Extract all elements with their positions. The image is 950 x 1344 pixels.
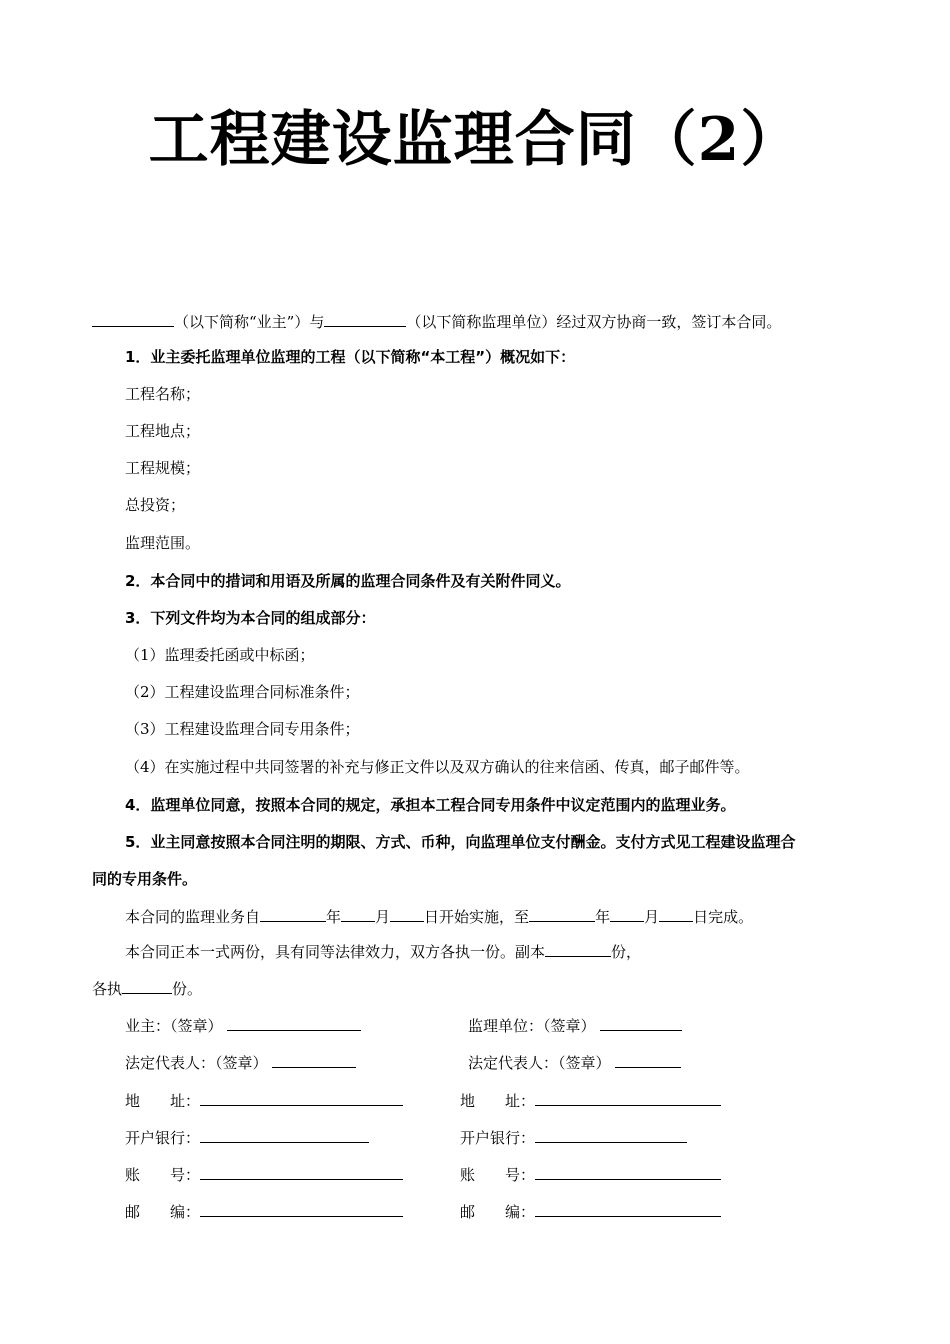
clause-3: 3．下列文件均为本合同的组成部分： [125, 609, 376, 627]
copies-unit: 份， [611, 943, 642, 961]
owner-postcode [125, 1200, 403, 1223]
field-project-name: 工程名称； [125, 385, 201, 403]
clause-5-line-2: 同的专用条件。 [92, 870, 198, 888]
supervisor-address [460, 1089, 721, 1112]
copies-text: 本合同正本一式两份，具有同等法律效力，双方各执一份。副本 [125, 943, 546, 961]
supervisor-address-blank[interactable] [535, 1089, 721, 1106]
period-start-text: 本合同的监理业务自 [125, 908, 261, 926]
field-total-investment: 总投资； [125, 496, 186, 514]
period-day-start-text: 日开始实施，至 [424, 908, 530, 926]
owner-account [125, 1163, 403, 1186]
intro-part2: （以下简称监理单位）经过双方协商一致，签订本合同。 [406, 313, 782, 331]
end-day-blank[interactable] [659, 905, 693, 922]
supervisor-postcode-label: 邮 编： [460, 1203, 536, 1221]
owner-address-blank[interactable] [200, 1089, 403, 1106]
document-item-1: （1）监理委托函或中标函； [125, 646, 315, 664]
clause-1: 1．业主委托监理单位监理的工程（以下简称“本工程”）概况如下： [125, 348, 576, 366]
period-line [125, 905, 753, 928]
start-month-blank[interactable] [341, 905, 375, 922]
document-item-3: （3）工程建设监理合同专用条件； [125, 720, 360, 738]
copies-unit-2: 份。 [172, 980, 203, 998]
period-month-label: 月 [375, 908, 391, 926]
supervisor-bank-label: 开户银行： [460, 1129, 536, 1147]
owner-rep-label: 法定代表人：（签章） [125, 1054, 268, 1072]
supervisor-signature-label: 监理单位：（签章） [468, 1017, 596, 1035]
copies-count-blank[interactable] [545, 940, 611, 957]
start-day-blank[interactable] [390, 905, 424, 922]
copies-line-2 [92, 977, 202, 1000]
owner-bank [125, 1126, 369, 1149]
owner-bank-blank[interactable] [200, 1126, 369, 1143]
period-day-end-text: 日完成。 [693, 908, 754, 926]
intro-part1: （以下简称“业主”）与 [174, 313, 325, 331]
supervisor-postcode [460, 1200, 721, 1223]
document-item-4: （4）在实施过程中共同签署的补充与修正文件以及双方确认的往来信函、传真，邮子邮件等。 [125, 758, 750, 776]
end-year-blank[interactable] [529, 905, 595, 922]
owner-blank[interactable] [92, 310, 174, 327]
start-year-blank[interactable] [260, 905, 326, 922]
supervisor-account [460, 1163, 721, 1186]
supervisor-account-label: 账 号： [460, 1166, 536, 1184]
owner-signature-label: 业主：（签章） [125, 1017, 223, 1035]
owner-postcode-blank[interactable] [200, 1200, 403, 1217]
copies-line-1 [125, 940, 641, 963]
clause-4: 4．监理单位同意，按照本合同的规定，承担本工程合同专用条件中议定范围内的监理业务。 [125, 796, 736, 814]
end-month-blank[interactable] [610, 905, 644, 922]
owner-account-label: 账 号： [125, 1166, 201, 1184]
supervisor-rep-blank[interactable] [615, 1051, 681, 1068]
document-item-2: （2）工程建设监理合同标准条件； [125, 683, 360, 701]
owner-rep-signature [125, 1051, 356, 1074]
supervisor-account-blank[interactable] [535, 1163, 721, 1180]
copies-each-blank[interactable] [122, 977, 172, 994]
supervisor-address-label: 地 址： [460, 1092, 536, 1110]
supervisor-rep-signature [468, 1051, 681, 1074]
page-title: 工程建设监理合同（2） [148, 105, 802, 175]
supervisor-postcode-blank[interactable] [535, 1200, 721, 1217]
supervisor-blank[interactable] [324, 310, 406, 327]
owner-address-label: 地 址： [125, 1092, 201, 1110]
supervisor-bank-blank[interactable] [535, 1126, 687, 1143]
owner-signature [125, 1014, 361, 1037]
clause-5-line-1: 5．业主同意按照本合同注明的期限、方式、币种，向监理单位支付酬金。支付方式见工程建设监理合 [125, 833, 796, 851]
field-project-scale: 工程规模； [125, 459, 201, 477]
owner-rep-blank[interactable] [272, 1051, 356, 1068]
owner-account-blank[interactable] [200, 1163, 403, 1180]
intro-line [92, 310, 781, 333]
owner-postcode-label: 邮 编： [125, 1203, 201, 1221]
owner-signature-blank[interactable] [227, 1014, 361, 1031]
owner-address [125, 1089, 403, 1112]
copies-each-text: 各执 [92, 980, 123, 998]
supervisor-signature-blank[interactable] [600, 1014, 682, 1031]
supervisor-bank [460, 1126, 687, 1149]
period-year-label: 年 [326, 908, 342, 926]
owner-bank-label: 开户银行： [125, 1129, 201, 1147]
period-year-label-2: 年 [595, 908, 611, 926]
field-supervision-scope: 监理范围。 [125, 534, 201, 552]
supervisor-signature [468, 1014, 682, 1037]
clause-2: 2．本合同中的措词和用语及所属的监理合同条件及有关附件同义。 [125, 572, 571, 590]
period-month-label-2: 月 [644, 908, 660, 926]
field-project-location: 工程地点； [125, 422, 201, 440]
supervisor-rep-label: 法定代表人：（签章） [468, 1054, 611, 1072]
